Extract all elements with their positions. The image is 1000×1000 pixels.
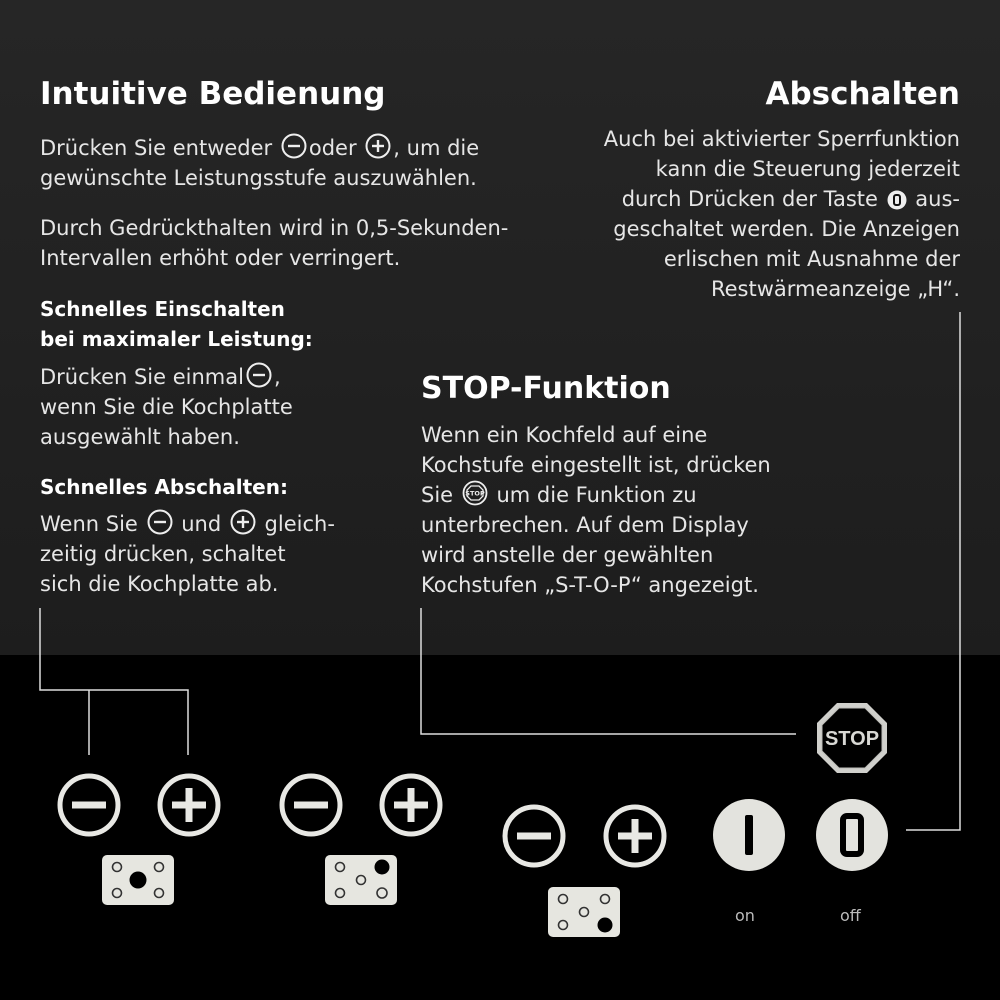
hob-zone-icon[interactable]: [102, 855, 174, 905]
on-label: on: [735, 906, 755, 925]
minus-key-zone-3[interactable]: [502, 804, 566, 868]
plus-key-zone-1[interactable]: [157, 773, 221, 837]
stop-key-label: STOP: [824, 728, 880, 750]
intuitive-text-1: Drücken Sie entweder oder , um die gewünschte Leistungsstufe auszuwählen.: [40, 133, 479, 193]
stop-key[interactable]: [814, 700, 890, 776]
plus-key-zone-2[interactable]: [379, 773, 443, 837]
svg-text:STOP: STOP: [465, 489, 485, 498]
quick-on-heading: Schnelles Einschalten bei maximaler Leistung:: [40, 297, 313, 351]
minus-key-zone-2[interactable]: [279, 773, 343, 837]
on-key[interactable]: [712, 798, 786, 872]
stop-text: Wenn ein Kochfeld auf eine Kochstufe eingestellt ist, drücken Sie STOP um die Funktion zu unterbrechen. Auf dem Display wird anstelle der gewählten Kochstufen „S-T-O-P“ angezeigt.: [421, 423, 771, 597]
abschalten-title: Abschalten: [765, 76, 960, 112]
quick-on-text: Drücken Sie einmal , wenn Sie die Kochplatte ausgewählt haben.: [40, 362, 293, 452]
abschalten-text: Auch bei aktivierter Sperrfunktion kann die Steuerung jederzeit durch Drücken der Taste aus- geschaltet werden. Die Anzeigen erlischen mit Ausnahme der Restwärmeanzeige „H“.: [603, 127, 960, 301]
off-label: off: [840, 906, 861, 925]
plus-key-zone-3[interactable]: [603, 804, 667, 868]
off-key[interactable]: [815, 798, 889, 872]
quick-off-text: Wenn Sie und gleich- zeitig drücken, schaltet sich die Kochplatte ab.: [40, 509, 335, 599]
stop-title: STOP-Funktion: [421, 371, 671, 406]
intuitive-text-2: Durch Gedrückthalten wird in 0,5-Sekunden- Intervallen erhöht oder verringert.: [40, 216, 509, 270]
hob-zone-icon[interactable]: [548, 887, 620, 937]
intuitive-title: Intuitive Bedienung: [40, 76, 386, 112]
quick-off-heading: Schnelles Abschalten:: [40, 475, 288, 499]
minus-key-zone-1[interactable]: [57, 773, 121, 837]
hob-zone-icon[interactable]: [325, 855, 397, 905]
